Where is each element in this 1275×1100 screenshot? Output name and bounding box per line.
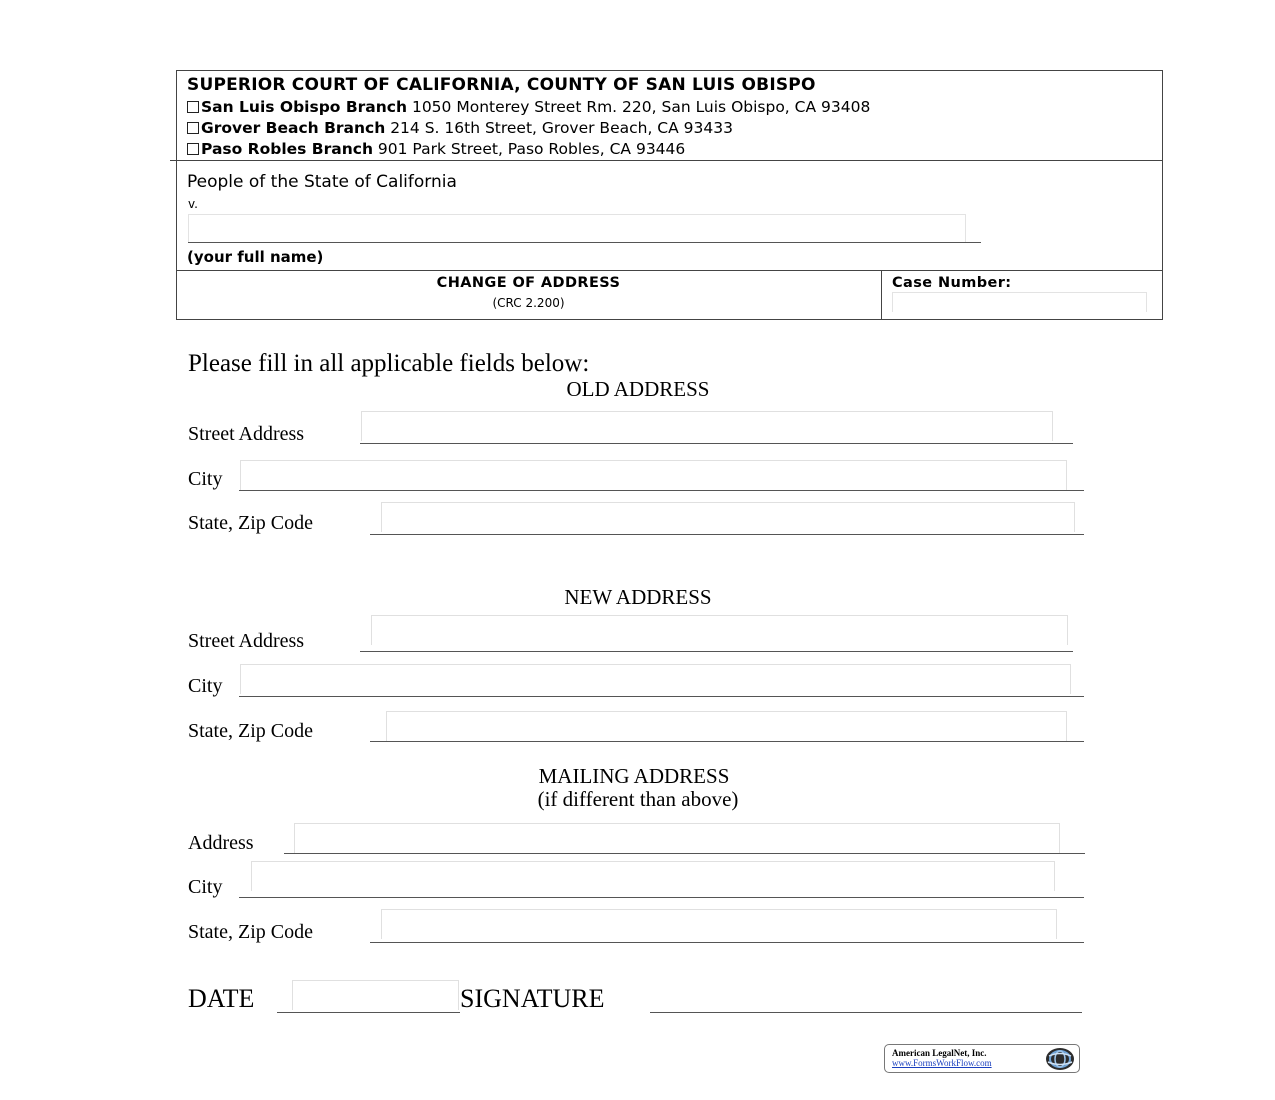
branch-address: 901 Park Street, Paso Robles, CA 93446 <box>372 140 686 158</box>
margin-tick <box>170 160 178 161</box>
new-city-field[interactable] <box>240 664 1071 694</box>
old-city-label: City <box>188 468 223 490</box>
old-city-underline <box>239 490 1084 491</box>
signature-label: SIGNATURE <box>460 984 605 1013</box>
branch-address: 214 S. 16th Street, Grover Beach, CA 93433 <box>385 119 733 137</box>
mailing-address-subheading: (if different than above) <box>537 787 739 811</box>
full-name-label: (your full name) <box>187 248 324 266</box>
new-street-field[interactable] <box>371 615 1068 645</box>
logo-url-link[interactable]: www.FormsWorkFlow.com <box>892 1058 992 1068</box>
new-street-underline <box>360 651 1073 652</box>
branch-option-san-luis-obispo[interactable] <box>187 98 870 116</box>
globe-icon <box>1043 1047 1077 1071</box>
mailing-address-label: Address <box>188 832 254 854</box>
form-title: CHANGE OF ADDRESS <box>436 275 621 291</box>
court-title: SUPERIOR COURT OF CALIFORNIA, COUNTY OF SAN LUIS OBISPO <box>187 75 816 95</box>
date-field[interactable] <box>292 980 459 1010</box>
mailing-address-heading: MAILING ADDRESS <box>538 764 730 788</box>
new-city-underline <box>239 696 1084 697</box>
plaintiff-name: People of the State of California <box>187 172 457 192</box>
case-number-label: Case Number: <box>892 275 1012 291</box>
mailing-state-zip-underline <box>370 942 1084 943</box>
branch-address: 1050 Monterey Street Rm. 220, San Luis Obispo, CA 93408 <box>407 98 871 116</box>
new-city-label: City <box>188 675 223 697</box>
full-name-underline <box>188 242 981 243</box>
old-street-field[interactable] <box>361 411 1053 441</box>
mailing-city-field[interactable] <box>251 861 1055 891</box>
mailing-address-field[interactable] <box>294 823 1060 853</box>
new-address-heading: NEW ADDRESS <box>564 585 712 609</box>
old-address-heading: OLD ADDRESS <box>566 377 710 401</box>
mailing-state-zip-field[interactable] <box>381 909 1057 939</box>
full-name-field[interactable] <box>188 214 966 242</box>
new-street-label: Street Address <box>188 630 305 652</box>
date-label: DATE <box>188 984 255 1013</box>
old-street-label: Street Address <box>188 423 305 445</box>
checkbox[interactable] <box>187 143 199 155</box>
branch-name: San Luis Obispo Branch <box>201 98 408 116</box>
branch-option-paso-robles[interactable] <box>187 140 685 158</box>
old-state-zip-field[interactable] <box>381 502 1075 532</box>
branch-option-grover-beach[interactable] <box>187 119 733 137</box>
form-rule-reference: (CRC 2.200) <box>492 296 565 310</box>
branch-name: Grover Beach Branch <box>201 119 386 137</box>
mailing-city-underline <box>239 897 1084 898</box>
old-street-underline <box>360 443 1073 444</box>
caption-divider-vertical <box>881 270 882 319</box>
old-state-zip-underline <box>370 534 1084 535</box>
new-state-zip-label: State, Zip Code <box>188 720 313 742</box>
old-state-zip-label: State, Zip Code <box>188 512 313 534</box>
caption-divider <box>177 160 1162 161</box>
logo-company-name: American LegalNet, Inc. <box>892 1048 987 1058</box>
date-underline <box>277 1012 460 1013</box>
branch-name: Paso Robles Branch <box>201 140 373 158</box>
mailing-city-label: City <box>188 876 223 898</box>
mailing-state-zip-label: State, Zip Code <box>188 921 313 943</box>
new-state-zip-underline <box>370 741 1084 742</box>
versus-label: v. <box>188 197 198 211</box>
mailing-address-underline <box>284 853 1085 854</box>
signature-line[interactable] <box>650 1012 1082 1013</box>
case-number-field[interactable] <box>892 292 1147 312</box>
checkbox[interactable] <box>187 101 199 113</box>
caption-divider <box>177 270 1162 271</box>
instructions: Please fill in all applicable fields below: <box>188 350 590 377</box>
old-city-field[interactable] <box>240 460 1067 490</box>
new-state-zip-field[interactable] <box>386 711 1067 741</box>
checkbox[interactable] <box>187 122 199 134</box>
